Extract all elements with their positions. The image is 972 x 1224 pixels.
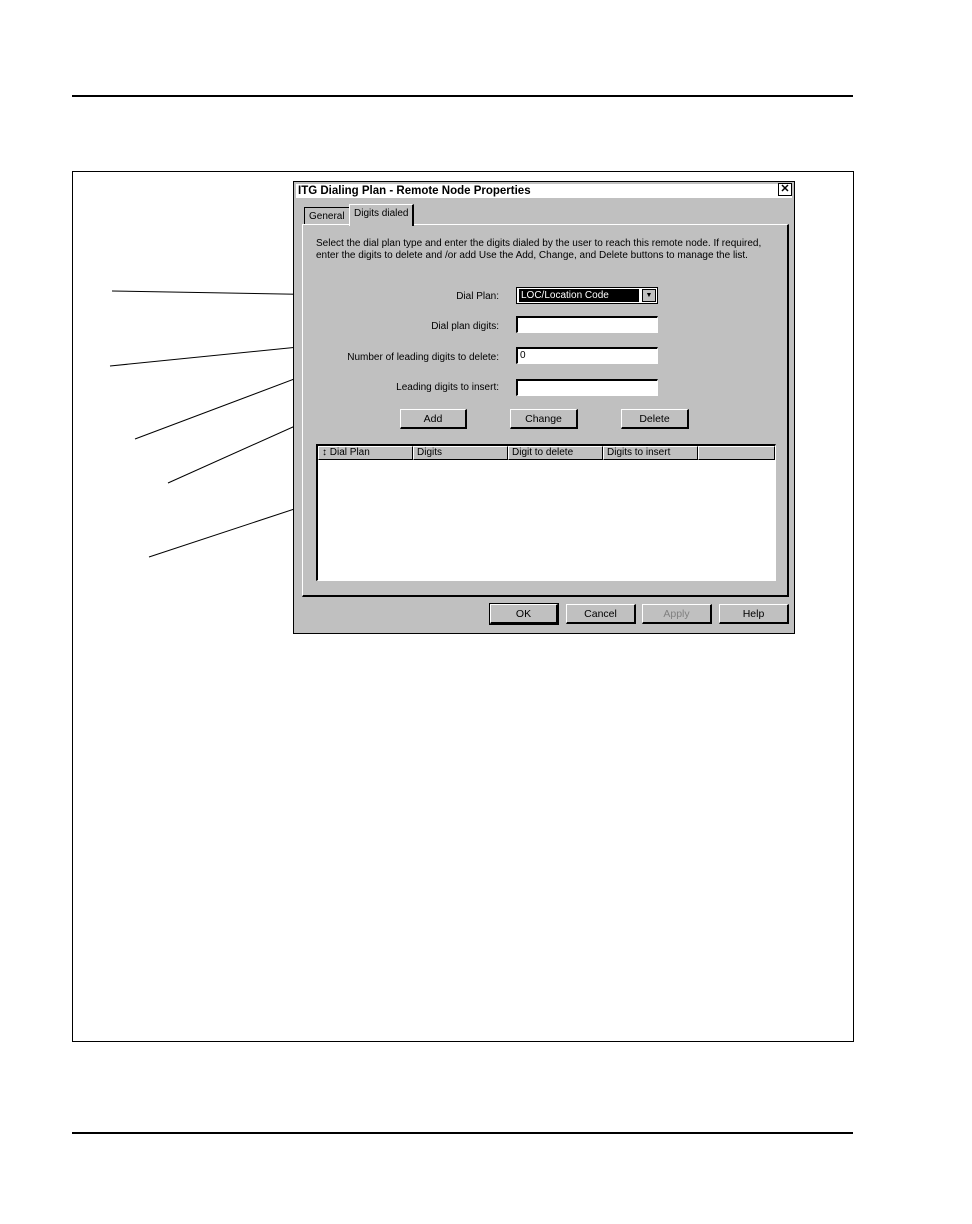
column-header-digits[interactable]: Digits — [413, 446, 508, 460]
dial-plan-digits-input[interactable] — [516, 316, 658, 333]
ok-button[interactable]: OK — [490, 604, 558, 624]
properties-dialog — [293, 181, 795, 634]
chevron-down-icon[interactable]: ▼ — [642, 289, 656, 302]
leading-insert-label: Leading digits to insert: — [396, 382, 499, 393]
delete-button[interactable]: Delete — [621, 409, 689, 429]
apply-button[interactable]: Apply — [642, 604, 712, 624]
leading-insert-input[interactable] — [516, 379, 658, 396]
sort-icon: ↕ — [322, 447, 327, 458]
add-button[interactable]: Add — [400, 409, 467, 429]
instructions-text: Select the dial plan type and enter the digits dialed by the user to reach this remote node. If required, enter the digits to delete and /or add Use the Add, Change, and Delete buttons to manage the list. — [316, 238, 762, 261]
dial-plan-value: LOC/Location Code — [519, 289, 639, 302]
tab-general[interactable]: General — [304, 207, 350, 225]
leading-delete-label: Number of leading digits to delete: — [347, 352, 499, 363]
dialog-title: ITG Dialing Plan - Remote Node Properties — [298, 185, 531, 197]
column-header-digits-to-insert[interactable]: Digits to insert — [603, 446, 698, 460]
help-button[interactable]: Help — [719, 604, 789, 624]
dialog-titlebar — [296, 184, 792, 198]
column-header-label: Dial Plan — [329, 447, 370, 458]
dial-plan-label: Dial Plan: — [456, 291, 499, 302]
column-header-dial-plan[interactable] — [318, 446, 413, 460]
close-icon[interactable]: ✕ — [778, 183, 792, 196]
cancel-button[interactable]: Cancel — [566, 604, 636, 624]
tab-digits-dialed[interactable]: Digits dialed — [349, 204, 414, 226]
dial-plan-digits-label: Dial plan digits: — [431, 321, 499, 332]
change-button[interactable]: Change — [510, 409, 578, 429]
leading-delete-input[interactable]: 0 — [516, 347, 658, 364]
column-header-digit-to-delete[interactable]: Digit to delete — [508, 446, 603, 460]
dial-plan-list[interactable] — [316, 444, 776, 581]
column-header-filler — [698, 446, 775, 460]
dial-plan-select[interactable] — [516, 287, 658, 304]
